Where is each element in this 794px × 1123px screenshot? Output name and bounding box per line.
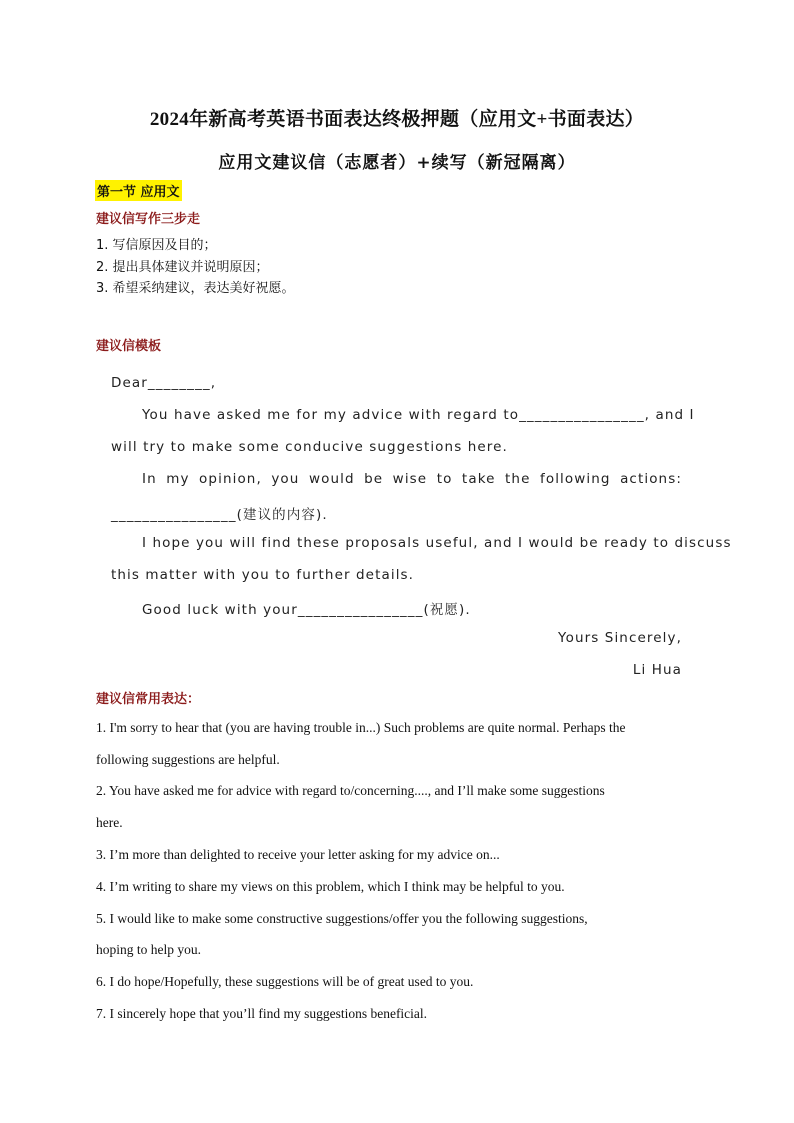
expression-line: following suggestions are helpful.: [96, 752, 280, 767]
expression-line: 7. I sincerely hope that you’ll find my suggestions beneficial.: [96, 1006, 428, 1021]
step-item: 3. 希望采纳建议，表达美好祝愿。: [96, 281, 295, 296]
letter-closing: Yours Sincerely,: [558, 630, 682, 646]
expression-line: hoping to help you.: [96, 942, 201, 957]
letter-para1-line2: will try to make some conducive suggestions here.: [111, 439, 508, 455]
expression-line: 5. I would like to make some constructive suggestions/offer you the following suggestions,: [96, 911, 588, 926]
expression-line: 4. I’m writing to share my views on this problem, which I think may be helpful to you.: [96, 879, 565, 894]
letter-para3-line1: I hope you will find these proposals useful, and I would be ready to discuss: [142, 535, 732, 551]
letter-greeting: Dear________,: [111, 375, 217, 391]
template-heading: 建议信模板: [96, 339, 162, 354]
letter-para4: Good luck with your________________(祝愿).: [142, 602, 471, 618]
page-subtitle: 应用文建议信（志愿者）+续写（新冠隔离）: [218, 153, 576, 173]
letter-para1-line1: You have asked me for my advice with regard to________________, and I: [142, 407, 695, 423]
letter-para2-line2: ________________(建议的内容).: [111, 507, 328, 523]
expressions-heading: 建议信常用表达：: [96, 692, 201, 707]
section-label-highlighted: 第一节 应用文: [95, 180, 182, 201]
step-item: 1. 写信原因及目的；: [96, 238, 217, 253]
expression-line: 6. I do hope/Hopefully, these suggestions will be of great used to you.: [96, 974, 474, 989]
expression-line: here.: [96, 815, 123, 830]
steps-heading: 建议信写作三步走: [96, 212, 201, 227]
expression-line: 2. You have asked me for advice with regard to/concerning...., and I’ll make some suggestions: [96, 783, 605, 798]
letter-para3-line2: this matter with you to further details.: [111, 567, 415, 583]
step-item: 2. 提出具体建议并说明原因；: [96, 260, 269, 275]
expression-line: 3. I’m more than delighted to receive your letter asking for my advice on...: [96, 847, 500, 862]
letter-para2-line1: In my opinion, you would be wise to take the following actions:: [142, 471, 682, 487]
expression-line: 1. I'm sorry to hear that (you are having trouble in...) Such problems are quite normal. Perhaps the: [96, 720, 626, 735]
letter-signature: Li Hua: [632, 662, 682, 678]
page-title: 2024年新高考英语书面表达终极押题（应用文+书面表达）: [149, 109, 645, 130]
